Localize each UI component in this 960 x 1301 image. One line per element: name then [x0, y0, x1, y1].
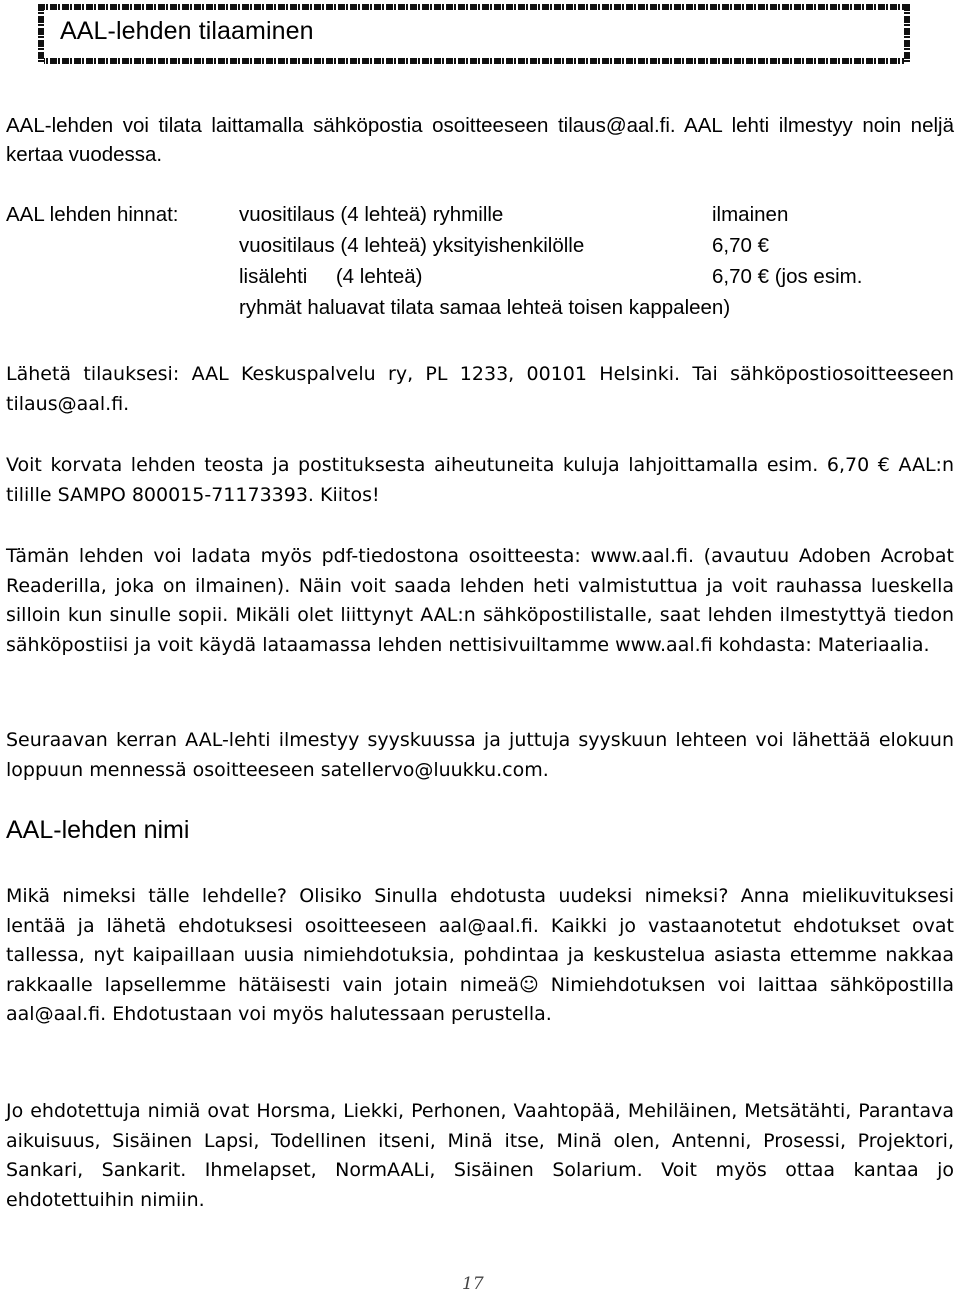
- decorative-border-bottom: [38, 58, 910, 64]
- donation-paragraph: Voit korvata lehden teosta ja postituksesta aiheutuneita kuluja lahjoittamalla esim. 6,70 € AAL:n tilille SAMPO 800015-71173393. Kiitos!: [6, 454, 954, 506]
- suggested-names-paragraph: Jo ehdotettuja nimiä ovat Horsma, Liekki, Perhonen, Vaahtopää, Mehiläinen, Metsätähti, Parantava aikuisuus, Sisäinen Lapsi, Todellinen itseni, Minä itse, Minä olen, Antenni, Prosessi, Projektori, Sankari, Sankarit. Ihmelapset, NormAALi, Sisäinen Solarium. Voit myös ottaa kantaa jo ehdotettuihin nimiin.: [6, 1100, 954, 1211]
- price-continuation: ryhmät haluavat tilata samaa lehteä toisen kappaleen): [239, 296, 731, 319]
- price-label: AAL lehden hinnat:: [6, 203, 179, 226]
- section-heading: AAL-lehden nimi: [6, 816, 190, 844]
- name-suggestion-paragraph: Mikä nimeksi tälle lehdelle? Olisiko Sinulla ehdotusta uudeksi nimeksi? Anna mielikuvituksesi lentää ja lähetä ehdotuksesi osoitteeseen aal@aal.fi. Kaikki jo vastaanotetut ehdotukset ovat tallessa, nyt kaipaillaan uusia nimiehdotuksia, pohdintaa ja keskustelua asiasta ettemme nakkaa rakkaalle lapsellemme hätäisesti vain jotain nimeä☺ Nimiehdotuksen voi laittaa sähköpostilla aal@aal.fi. Ehdotustaan voi myös halutessaan perustella.: [6, 885, 954, 1026]
- price-value-1: ilmainen: [712, 203, 789, 226]
- pdf-info-paragraph: Tämän lehden voi ladata myös pdf-tiedostona osoitteesta: www.aal.fi. (avautuu Adoben Acrobat Readerilla, joka on ilmainen). Näin voit saada lehden heti valmistuttua ja voit rauhassa lueskella silloin kun sinulle sopii. Mikäli olet liittynyt AAL:n sähköpostilistalle, saat lehden ilmestyttyä tiedon sähköpostiisi ja voit käydä lataamassa lehden nettisivuiltamme www.aal.fi kohdasta: Materiaalia.: [6, 545, 954, 656]
- price-item-2: vuositilaus (4 lehteä) yksityishenkilölle: [239, 234, 585, 257]
- price-value-2: 6,70 €: [712, 234, 769, 257]
- decorative-border-top: [38, 4, 910, 10]
- page-number: 17: [462, 1274, 484, 1294]
- intro-paragraph: AAL-lehden voi tilata laittamalla sähköpostia osoitteeseen tilaus@aal.fi. AAL lehti ilmestyy noin neljä kertaa vuodessa.: [6, 114, 954, 166]
- decorative-border-right: [904, 4, 910, 64]
- decorative-border-left: [38, 4, 44, 64]
- page-title: AAL-lehden tilaaminen: [60, 17, 314, 45]
- title-box: [38, 4, 910, 64]
- price-note-3: (jos esim.: [774, 265, 863, 288]
- price-value-3-amount: 6,70 €: [712, 265, 769, 288]
- price-item-3: lisälehti (4 lehteä): [239, 265, 423, 288]
- price-item-1: vuositilaus (4 lehteä) ryhmille: [239, 203, 504, 226]
- price-value-3: [712, 265, 862, 295]
- next-issue-paragraph: Seuraavan kerran AAL-lehti ilmestyy syyskuussa ja juttuja syyskuun lehteen voi lähettää elokuun loppuun mennessä osoitteeseen satellervo@luukku.com.: [6, 729, 954, 781]
- order-address-paragraph: Lähetä tilauksesi: AAL Keskuspalvelu ry, PL 1233, 00101 Helsinki. Tai sähköpostiosoitteeseen tilaus@aal.fi.: [6, 363, 954, 415]
